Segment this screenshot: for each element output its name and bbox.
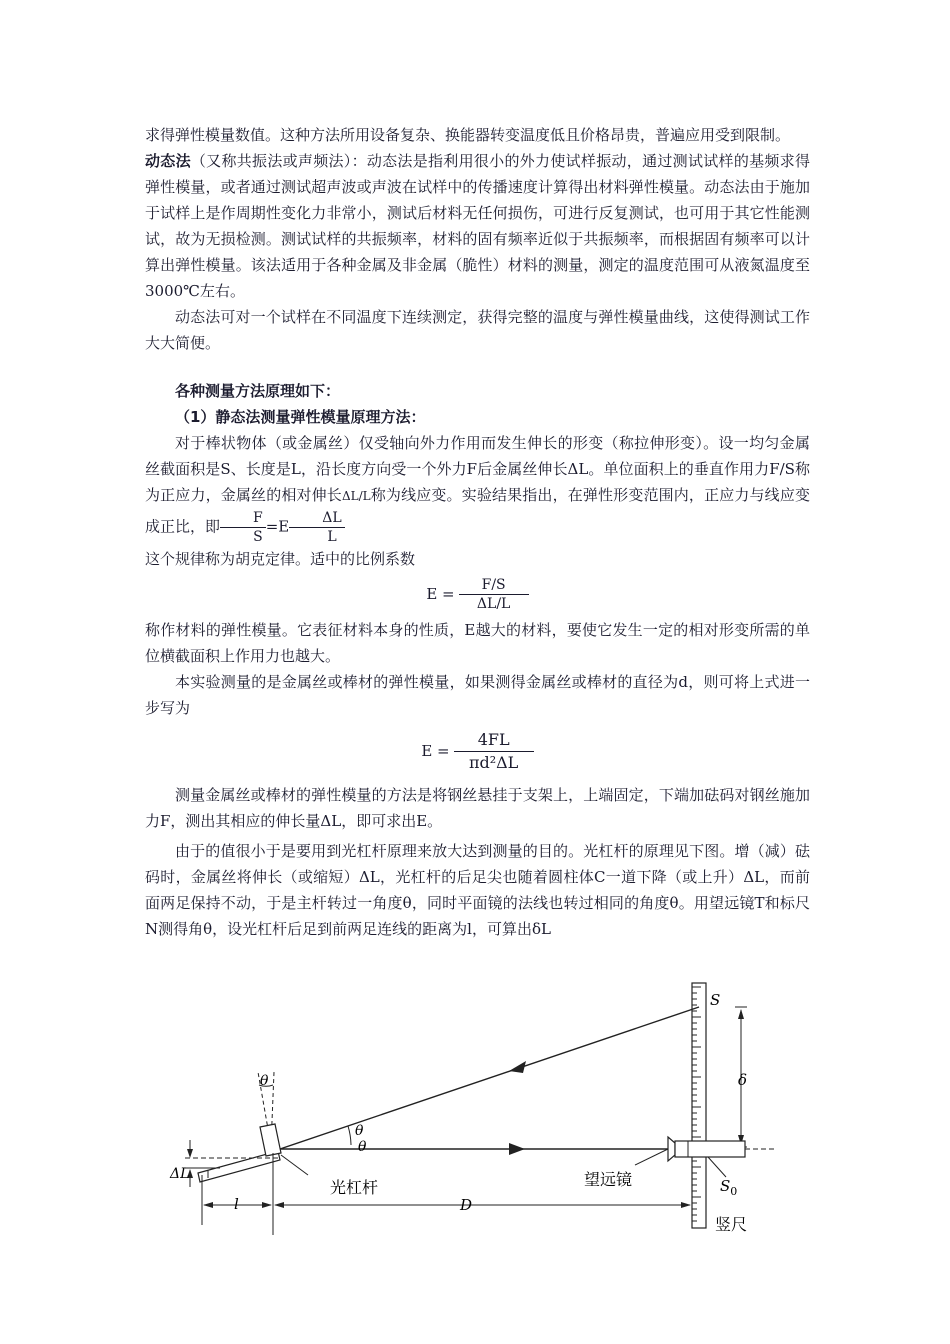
optical-lever <box>198 1124 281 1182</box>
heading-static-method: （1）静态法测量弹性模量原理方法： <box>175 408 426 426</box>
d-label: D <box>460 1196 473 1214</box>
hooke-fraction-1: $\frac{F}{S}$ <box>220 509 266 546</box>
heading-methods: 各种测量方法原理如下： <box>175 382 341 400</box>
paragraph-8: 测量金属丝或棒材的弹性模量的方法是将钢丝悬挂于支架上，上端固定，下端加砝码对钢丝施加力F，测出其相应的伸长量ΔL，即可求出E。 <box>145 786 810 830</box>
formula-modulus-2: E = $\frac{4FL}{\text{πd²ΔL}}$ <box>145 729 810 774</box>
l-label: l <box>234 1195 239 1213</box>
ruler-label: 竖尺 <box>715 1215 748 1234</box>
delta-label: δ <box>738 1071 748 1089</box>
theta-label-1: θ <box>355 1123 364 1139</box>
telescope <box>668 1137 745 1161</box>
s0-label: $S_0$ <box>720 1177 738 1198</box>
paragraph-5: 这个规律称为胡克定律。适中的比例系数 <box>145 550 416 568</box>
paragraph-6: 称作材料的弹性模量。它表征材料本身的性质，E越大的材料，要使它发生一定的相对形变所需的单位横截面积上作用力也越大。 <box>145 621 810 665</box>
theta-label-top: θ <box>260 1073 269 1089</box>
paragraph-1: 求得弹性模量数值。这种方法所用设备复杂、换能器转变温度低且价格昂贵，普遍应用受到限制。 <box>145 126 791 144</box>
telescope-label: 望远镜 <box>584 1170 633 1189</box>
dynamic-method-term: 动态法 <box>145 152 191 170</box>
paragraph-hooke: 对于棒状物体（或金属丝）仅受轴向外力作用而发生伸长的形变（称拉伸形变）。设一均匀金属丝截面积是S、长度是L，沿长度方向受一个外力F后金属丝伸长ΔL。单位面积上的垂直作用力F/S称为正应力，金属丝的相对伸长ΔL/L称为线应变。实验结果指出，在弹性形变范围内，正应力与线应变成正比，即 $\frac{F}{S}$ =E $\frac{\Delta L}{L}$ <box>145 434 810 545</box>
dynamic-method-text: （又称共振法或声频法）：动态法是指利用很小的外力使试样振动，通过测试试样的基频求得弹性模量，或者通过测试超声波或声波在试样中的传播速度计算得出材料弹性模量。动态法由于施加于试样上是作周期性变化力非常小，测试后材料无任何损伤，可进行反复测试，也可用于其它性能测试，故为无损检测。测试试样的共振频率，材料的固有频率近似于共振频率，而根据固有频率可以计算出弹性模量。该法适用于各种金属及非金属（脆性）材料的测量，测定的温度范围可从液氮温度至3000℃左右。 <box>145 152 810 300</box>
paragraph-3: 动态法可对一个试样在不同温度下连续测定，获得完整的温度与弹性模量曲线，这使得测试工作大大简便。 <box>145 308 810 352</box>
text-column <box>145 122 810 942</box>
ray-arrow-left <box>509 1061 526 1073</box>
hooke-fraction-2: $\frac{\Delta L}{L}$ <box>289 509 344 546</box>
ray-arrow-right <box>509 1143 525 1155</box>
formula-modulus: E = $\frac{F/S}{\Delta L/L}$ <box>145 576 810 613</box>
blank-line <box>145 356 810 378</box>
optical-lever-diagram <box>160 975 790 1240</box>
lever-label: 光杠杆 <box>330 1178 379 1197</box>
theta-label-2: θ <box>358 1139 367 1155</box>
paragraph-9: 由于的值很小于是要用到光杠杆原理来放大达到测量的目的。光杠杆的原理见下图。增（减）砝码时，金属丝将伸长（或缩短）ΔL，光杠杆的后足尖也随着圆柱体C一道下降（或上升）ΔL，而前面两足保持不动，于是主杆转过一角度θ，同时平面镜的法线也转过相同的角度θ。用望远镜T和标尺N测得角θ，设光杠杆后足到前两足连线的距离为l，可算出δL <box>145 842 810 938</box>
paragraph-dynamic <box>145 148 810 304</box>
delta-l-label: ΔL <box>170 1166 190 1182</box>
s-label: S <box>710 991 721 1009</box>
paragraph-7: 本实验测量的是金属丝或棒材的弹性模量，如果测得金属丝或棒材的直径为d，则可将上式进一步写为 <box>145 673 810 717</box>
